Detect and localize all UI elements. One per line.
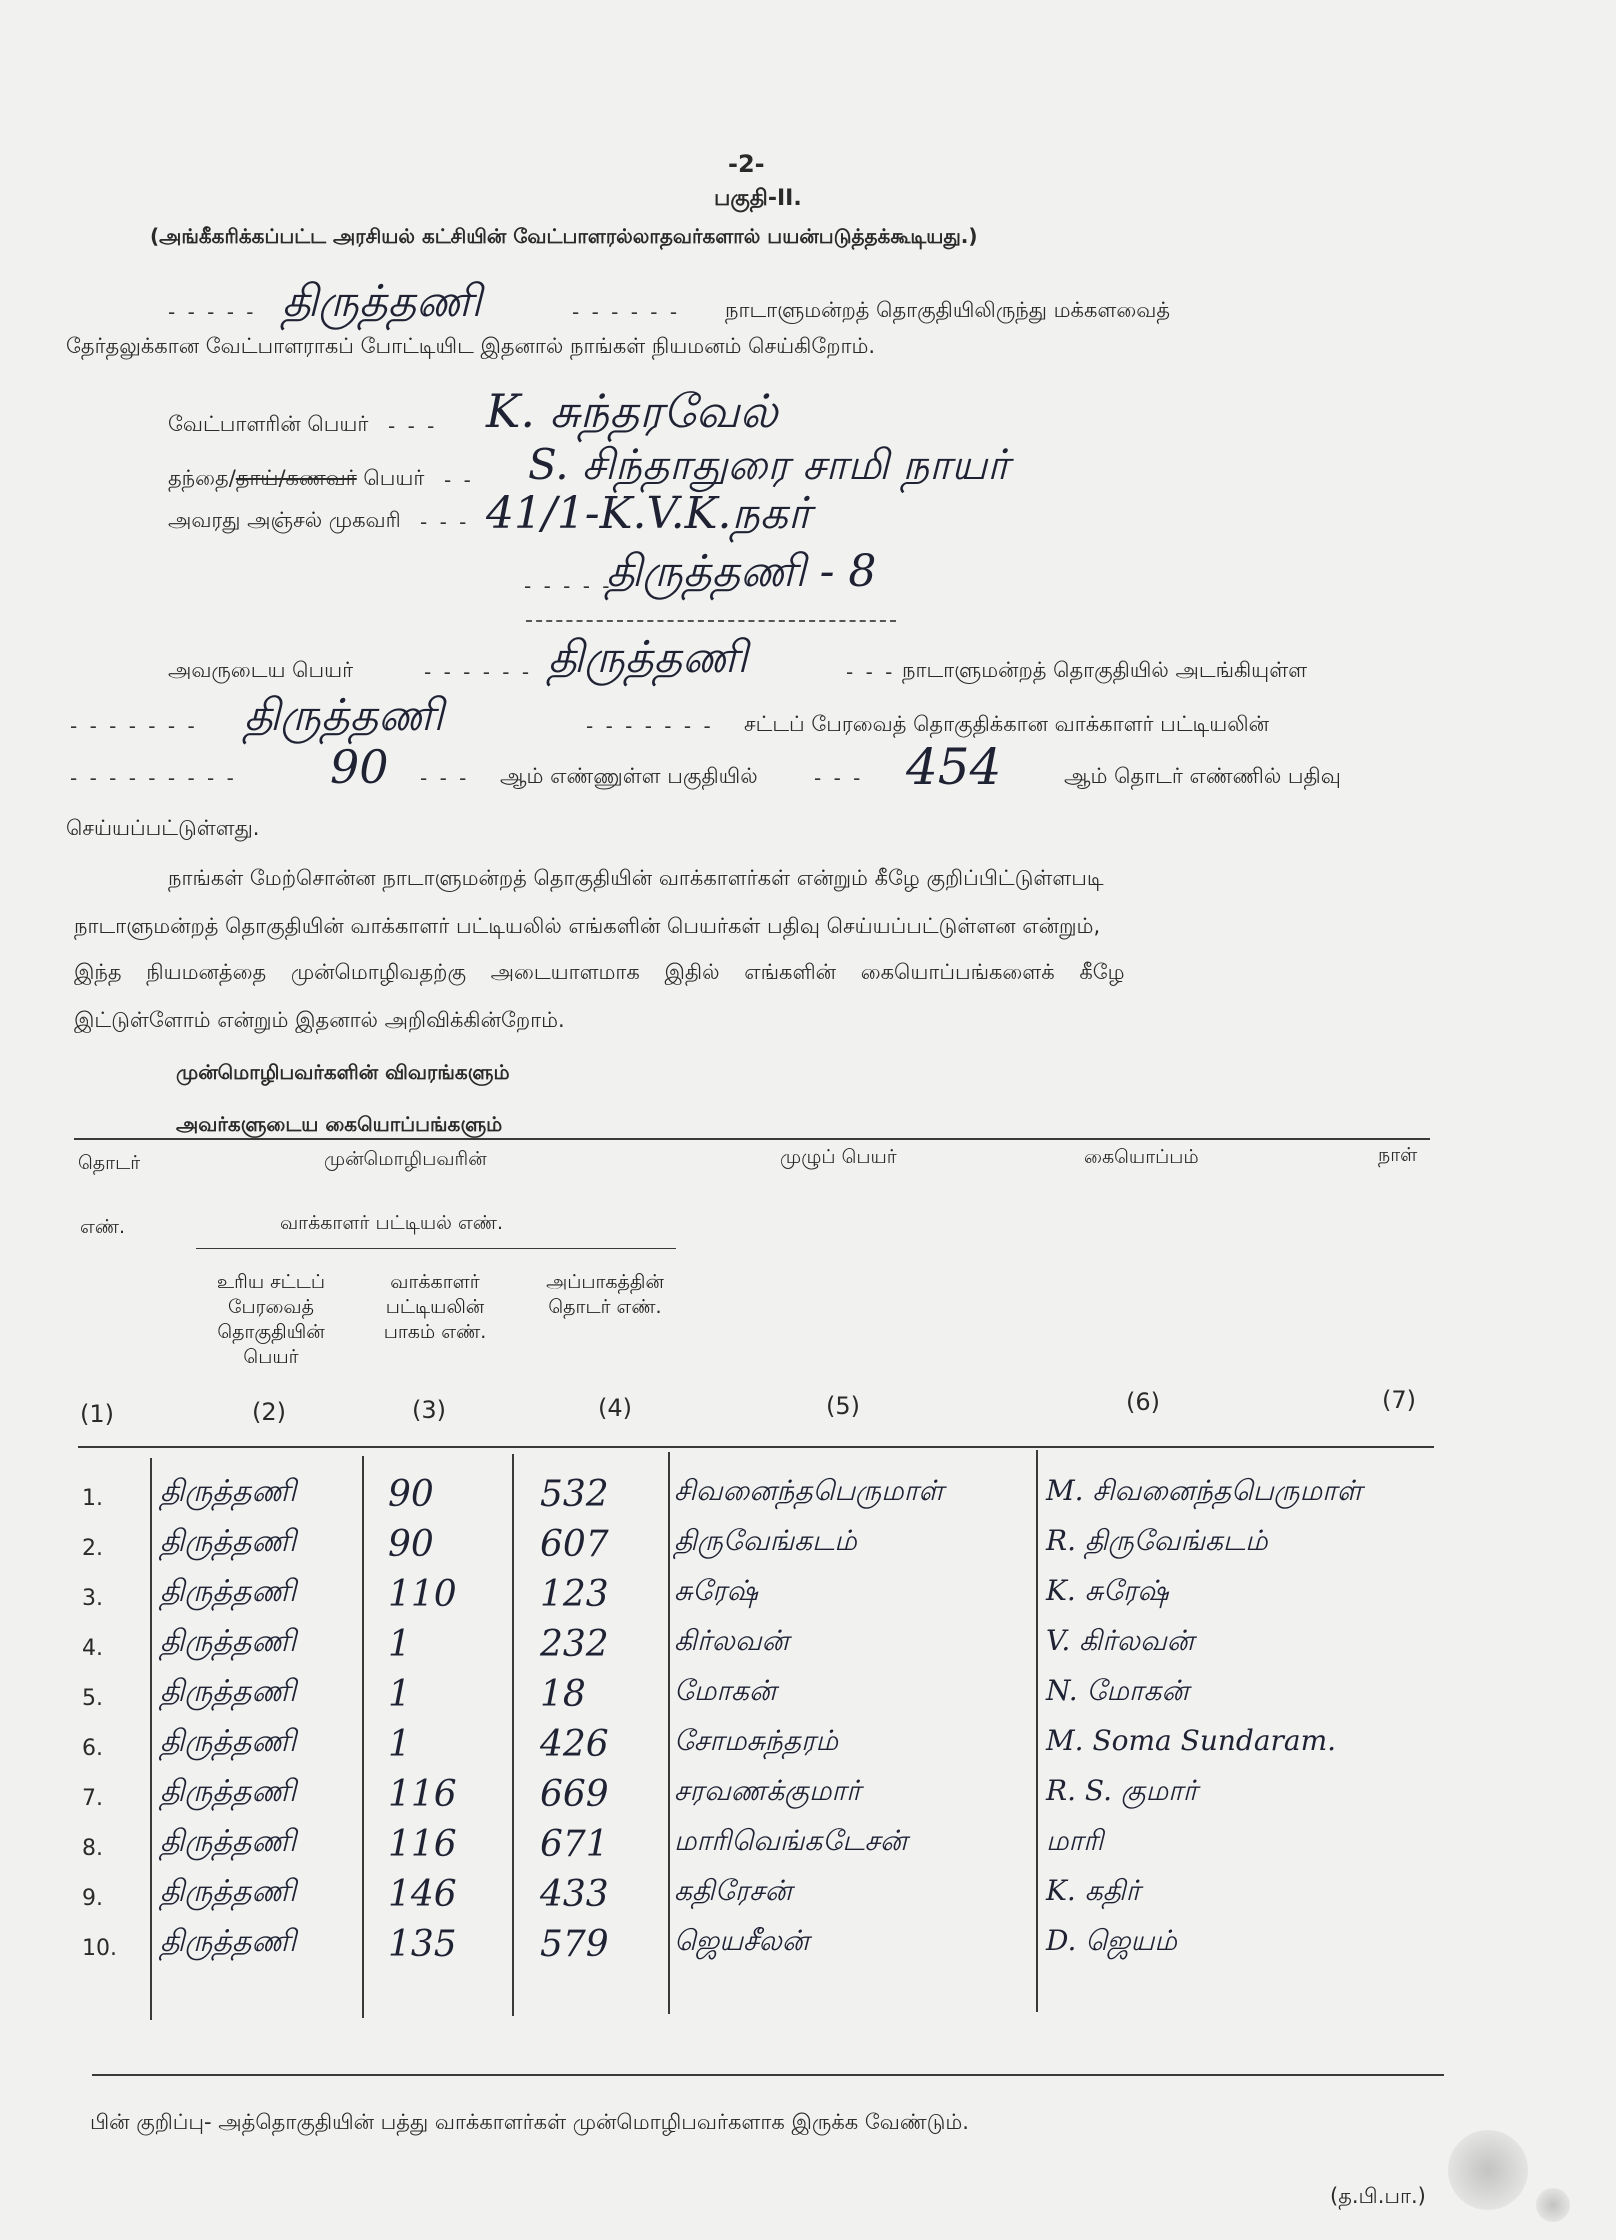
row-assembly-name: திருத்தணி — [160, 1624, 297, 1659]
declaration-line4: இட்டுள்ளோம் என்றும் இதனால் அறிவிக்கின்றோம். — [74, 1008, 565, 1032]
father-name-label — [168, 466, 424, 493]
row-serial-in-part: 232 — [540, 1624, 609, 1665]
col-number-6: (6) — [1126, 1388, 1160, 1416]
row-full-name: சுரேஷ் — [674, 1574, 758, 1607]
row-part-number: 90 — [388, 1524, 434, 1565]
row-assembly-name: திருத்தணி — [160, 1874, 297, 1909]
dashes: - - - — [814, 766, 864, 790]
enrolment-text3: ஆம் எண்ணுள்ள பகுதியில் — [500, 764, 758, 788]
row-serial-in-part: 579 — [540, 1924, 609, 1965]
declaration-line3: இந்த நியமனத்தை முன்மொழிவதற்கு அடையாளமாக இதில் எங்களின் கையொப்பங்களைக் கீழே — [74, 960, 1125, 984]
dashes: - - — [444, 468, 474, 492]
enrolment-constituency-hand1: திருத்தணி — [548, 632, 748, 683]
col-date-header: நாள் — [1378, 1144, 1418, 1166]
table-top-rule — [74, 1138, 1430, 1140]
row-serial-number: 5. — [82, 1686, 103, 1711]
father-label-suffix: பெயர் — [356, 466, 425, 490]
col-voter-list-header: வாக்காளர் பட்டியல் எண். — [280, 1212, 503, 1234]
row-serial-in-part: 671 — [540, 1824, 609, 1865]
col-divider-2 — [362, 1456, 364, 2018]
row-part-number: 1 — [388, 1674, 411, 1715]
row-full-name: கிர்லவன் — [674, 1624, 789, 1657]
row-signature: K. கதிர் — [1046, 1874, 1141, 1907]
dashes: - - - - - — [524, 574, 613, 598]
table-body-top-rule — [78, 1446, 1434, 1448]
scan-stain — [1448, 2130, 1528, 2210]
form-subtitle: (அங்கீகரிக்கப்பட்ட அரசியல் கட்சியின் வேட்பாளரல்லாதவர்களால் பயன்படுத்தக்கூடியது.) — [150, 224, 978, 248]
row-serial-number: 1. — [82, 1486, 103, 1511]
col-sno-header1: தொடர் — [78, 1152, 141, 1174]
row-part-number: 116 — [388, 1774, 457, 1815]
row-assembly-name: திருத்தணி — [160, 1724, 297, 1759]
row-serial-number: 6. — [82, 1736, 103, 1761]
father-label-prefix: தந்தை/ — [168, 466, 236, 490]
row-part-number: 146 — [388, 1874, 457, 1915]
dashes: - - - - - — [168, 300, 257, 324]
row-signature: M. சிவனைந்தபெருமாள் — [1046, 1474, 1363, 1507]
col-number-7: (7) — [1382, 1386, 1416, 1414]
intro-line1: நாடாளுமன்றத் தொகுதியிலிருந்து மக்களவைத் — [725, 298, 1170, 322]
enrolment-text4: ஆம் தொடர் எண்ணில் பதிவு — [1064, 764, 1341, 788]
row-serial-number: 3. — [82, 1586, 103, 1611]
candidate-name-value: K. சுந்தரவேல் — [486, 384, 778, 438]
row-part-number: 135 — [388, 1924, 457, 1965]
row-assembly-name: திருத்தணி — [160, 1524, 297, 1559]
col-number-5: (5) — [826, 1392, 860, 1420]
dashes: - - - - - - - — [70, 714, 198, 738]
row-signature: V. கிர்லவன் — [1046, 1624, 1194, 1657]
col-number-4: (4) — [598, 1394, 632, 1422]
address-line2: திருத்தணி - 8 — [606, 546, 877, 597]
row-part-number: 1 — [388, 1624, 411, 1665]
row-serial-in-part: 607 — [540, 1524, 609, 1565]
row-assembly-name: திருத்தணி — [160, 1924, 297, 1959]
col-divider-5 — [1036, 1450, 1038, 2012]
col-number-1: (1) — [80, 1400, 114, 1428]
row-signature: M. Soma Sundaram. — [1046, 1724, 1337, 1757]
dashes: - - - — [420, 766, 470, 790]
row-serial-in-part: 669 — [540, 1774, 609, 1815]
candidate-name-label: வேட்பாளரின் பெயர் — [168, 412, 369, 436]
col-fullname-header: முழுப் பெயர் — [780, 1146, 897, 1168]
row-serial-in-part: 18 — [540, 1674, 586, 1715]
dashes: - - - - - - — [424, 660, 533, 684]
row-part-number: 90 — [388, 1474, 434, 1515]
row-serial-number: 10. — [82, 1936, 117, 1961]
row-serial-number: 4. — [82, 1636, 103, 1661]
sub-part-header: வாக்காளர் பட்டியலின் பாகம் எண். — [383, 1271, 487, 1343]
dashes: - - - - - - — [572, 300, 681, 324]
row-full-name: திருவேங்கடம் — [674, 1524, 857, 1557]
row-assembly-name: திருத்தணி — [160, 1574, 297, 1609]
enrolment-text1: நாடாளுமன்றத் தொகுதியில் அடங்கியுள்ள — [902, 658, 1308, 682]
enrolment-serial-no: 454 — [906, 738, 1002, 796]
dashes: - - - — [388, 414, 438, 438]
row-serial-in-part: 532 — [540, 1474, 609, 1515]
dashes: - - - - - - - — [586, 714, 714, 738]
proposers-heading-line1: முன்மொழிபவர்களின் விவரங்களும் — [176, 1060, 510, 1084]
proposers-heading-line2: அவர்களுடைய கையொப்பங்களும் — [176, 1112, 503, 1136]
row-serial-in-part: 433 — [540, 1874, 609, 1915]
enrolment-part-no: 90 — [330, 740, 389, 794]
row-assembly-name: திருத்தணி — [160, 1824, 297, 1859]
row-full-name: ஜெயசீலன் — [674, 1924, 810, 1957]
row-signature: K. சுரேஷ் — [1046, 1574, 1169, 1607]
row-serial-number: 8. — [82, 1836, 103, 1861]
row-full-name: கதிரேசன் — [674, 1874, 792, 1907]
enrolment-label1: அவருடைய பெயர் — [168, 658, 354, 682]
dashes: - - - - - - - - - — [70, 766, 237, 790]
row-signature: R. திருவேங்கடம் — [1046, 1524, 1268, 1557]
row-signature: R. S. குமார் — [1046, 1774, 1198, 1807]
row-signature: மாரி — [1046, 1824, 1104, 1857]
voter-list-header-rule — [196, 1248, 676, 1249]
row-signature: N. மோகன் — [1046, 1674, 1189, 1707]
row-serial-number: 2. — [82, 1536, 103, 1561]
row-full-name: மோகன் — [674, 1674, 777, 1707]
sub-assembly-header: உரிய சட்டப் பேரவைத் தொகுதியின் பெயர் — [216, 1271, 326, 1368]
col-sno-header2: எண். — [80, 1216, 126, 1238]
dashes: - - - — [420, 510, 470, 534]
row-part-number: 116 — [388, 1824, 457, 1865]
footer-note: பின் குறிப்பு- அத்தொகுதியின் பத்து வாக்காளர்கள் முன்மொழிபவர்களாக இருக்க வேண்டும். — [90, 2110, 969, 2134]
row-part-number: 110 — [388, 1574, 457, 1615]
col-divider-1 — [150, 1458, 152, 2020]
address-line1: 41/1-K.V.K.நகர் — [486, 488, 811, 539]
part-title: பகுதி-II. — [714, 186, 802, 211]
intro-line2: தேர்தலுக்கான வேட்பாளராகப் போட்டியிட இதனால் நாங்கள் நியமனம் செய்கிறோம். — [66, 334, 876, 358]
col-divider-4 — [668, 1452, 670, 2014]
intro-constituency-handwritten: திருத்தணி — [282, 276, 482, 327]
col-number-3: (3) — [412, 1396, 446, 1424]
father-name-value: S. சிந்தாதுரை சாமி நாயர் — [528, 440, 1010, 489]
col-number-2: (2) — [252, 1398, 286, 1426]
row-serial-number: 9. — [82, 1886, 103, 1911]
row-assembly-name: திருத்தணி — [160, 1674, 297, 1709]
row-assembly-name: திருத்தணி — [160, 1474, 297, 1509]
row-part-number: 1 — [388, 1724, 411, 1765]
col-divider-3 — [512, 1454, 514, 2016]
row-assembly-name: திருத்தணி — [160, 1774, 297, 1809]
row-serial-number: 7. — [82, 1786, 103, 1811]
page-number: -2- — [728, 150, 765, 178]
enrolment-text5: செய்யப்பட்டுள்ளது. — [66, 816, 260, 840]
enrolment-text2: சட்டப் பேரவைத் தொகுதிக்கான வாக்காளர் பட்டியலின் — [744, 712, 1269, 736]
sub-serial-header: அப்பாகத்தின் தொடர் எண். — [546, 1271, 664, 1318]
col-proposer-header: முன்மொழிபவரின் — [324, 1148, 487, 1170]
row-full-name: சரவணக்குமார் — [674, 1774, 861, 1807]
row-full-name: சிவனைந்தபெருமாள் — [674, 1474, 944, 1507]
table-bottom-rule — [92, 2074, 1444, 2076]
enrolment-constituency-hand2: திருத்தணி — [244, 690, 444, 741]
dashes: - - - — [846, 660, 896, 684]
address-label: அவரது அஞ்சல் முகவரி — [168, 508, 401, 532]
scan-stain — [1536, 2188, 1570, 2222]
col-signature-header: கையொப்பம் — [1084, 1146, 1199, 1168]
row-signature: D. ஜெயம் — [1046, 1924, 1177, 1957]
row-full-name: சோமசுந்தரம் — [674, 1724, 839, 1757]
father-label-struck: தாய்/கணவர் — [235, 466, 357, 490]
declaration-line2: நாடாளுமன்றத் தொகுதியின் வாக்காளர் பட்டியலில் எங்களின் பெயர்கள் பதிவு செய்யப்பட்டுள்ளன என்றும், — [74, 914, 1101, 938]
row-serial-in-part: 426 — [540, 1724, 609, 1765]
row-serial-in-part: 123 — [540, 1574, 609, 1615]
row-full-name: மாரிவெங்கடேசன் — [674, 1824, 908, 1857]
footer-mark: (த.பி.பா.) — [1330, 2184, 1426, 2208]
declaration-line1: நாங்கள் மேற்சொன்ன நாடாளுமன்றத் தொகுதியின் வாக்காளர்கள் என்றும் கீழே குறிப்பிட்டுள்ளபடி — [168, 866, 1104, 890]
address-blank-line — [526, 620, 896, 622]
